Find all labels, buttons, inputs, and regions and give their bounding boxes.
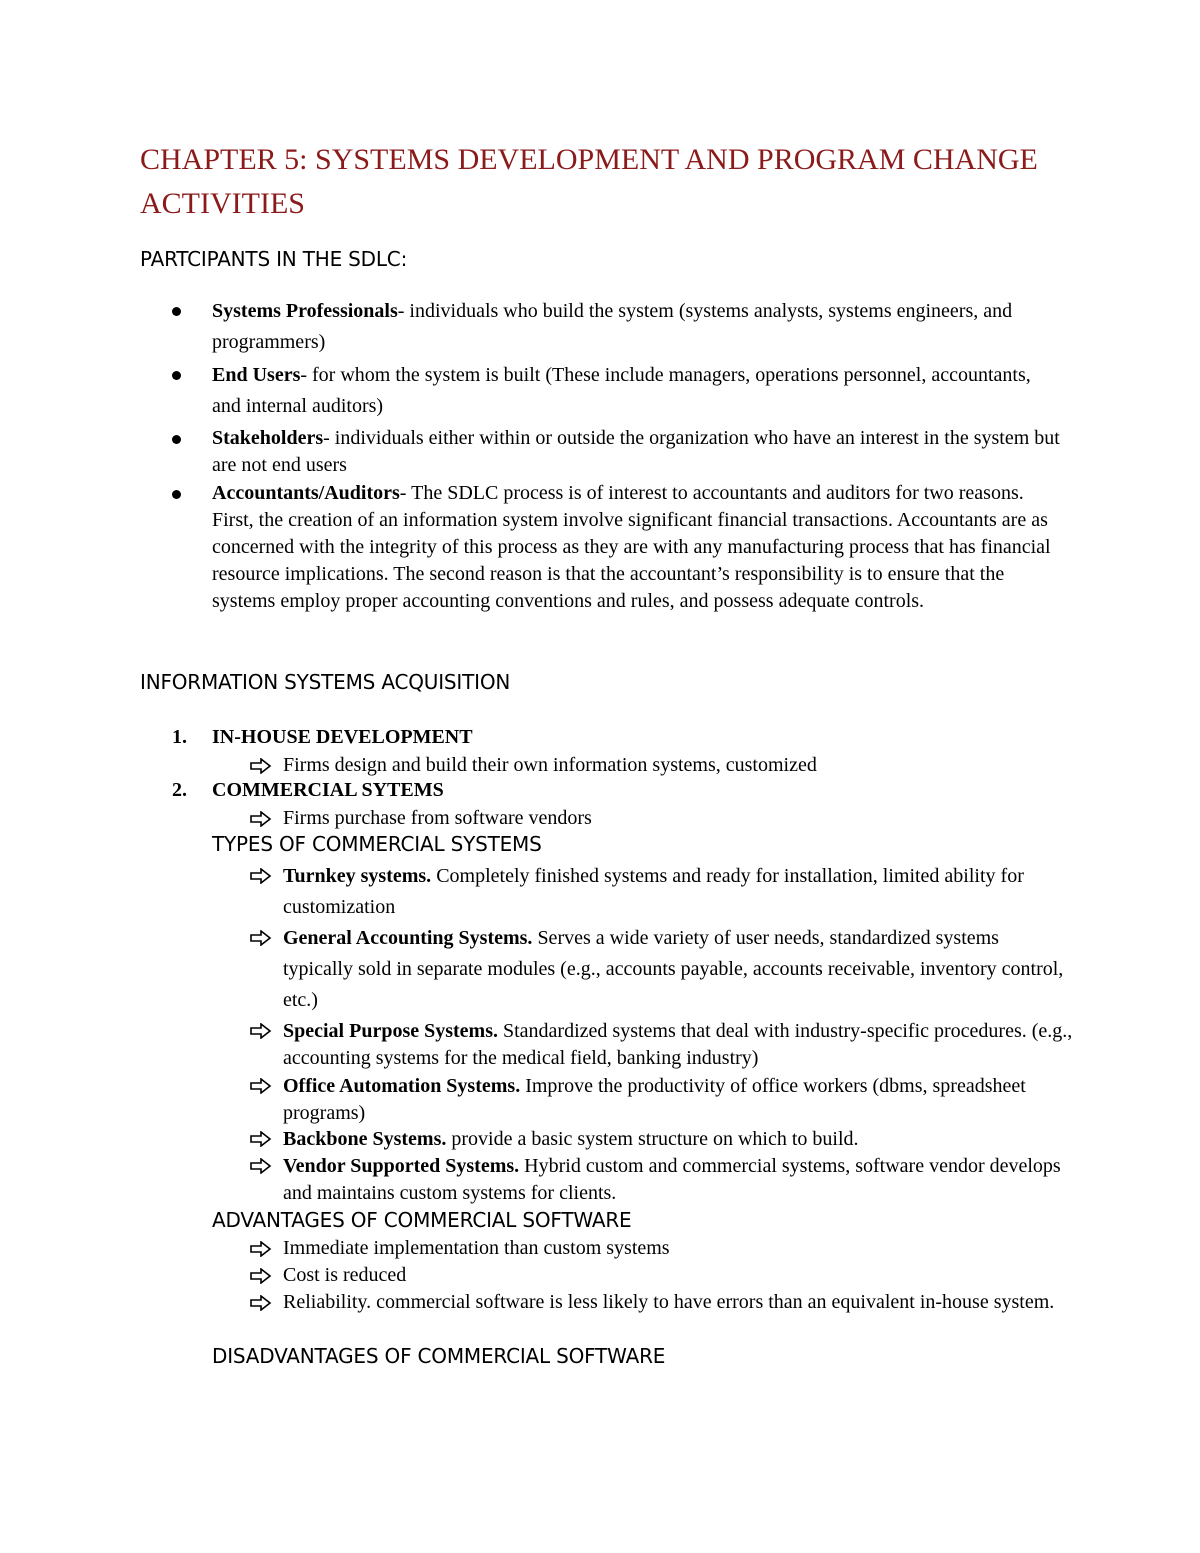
bullet-dot bbox=[172, 435, 181, 444]
arrow-icon bbox=[250, 1158, 272, 1174]
type-item bbox=[283, 923, 1073, 1016]
type-desc: Completely finished systems and ready for installation, limited ability for customization bbox=[283, 865, 1024, 918]
inhouse-label: IN-HOUSE DEVELOPMENT bbox=[212, 726, 473, 748]
type-item bbox=[283, 1018, 1073, 1072]
type-desc: Improve the productivity of office workers (dbms, spreadsheet programs) bbox=[283, 1075, 1026, 1124]
chapter-title: CHAPTER 5: SYSTEMS DEVELOPMENT AND PROGRAM CHANGE ACTIVITIES bbox=[140, 143, 1038, 220]
commercial-label: COMMERCIAL SYTEMS bbox=[212, 779, 444, 801]
participant-term: Accountants/Auditors bbox=[212, 482, 400, 504]
advantage-item: Immediate implementation than custom systems bbox=[283, 1237, 670, 1259]
commercial-point: Firms purchase from software vendors bbox=[283, 807, 592, 829]
arrow-icon bbox=[250, 1241, 272, 1257]
participant-desc: - individuals either within or outside the organization who have an interest in the system but are not end users bbox=[212, 427, 1060, 476]
advantages-heading: ADVANTAGES OF COMMERCIAL SOFTWARE bbox=[212, 1208, 632, 1232]
disadvantages-heading: DISADVANTAGES OF COMMERCIAL SOFTWARE bbox=[212, 1344, 666, 1368]
bullet-dot bbox=[172, 490, 181, 499]
participant-item bbox=[212, 480, 1062, 615]
advantage-item: Cost is reduced bbox=[283, 1264, 407, 1286]
type-term: Backbone Systems. bbox=[283, 1128, 447, 1150]
list-number: 1. bbox=[172, 726, 187, 748]
participants-heading: PARTCIPANTS IN THE SDLC: bbox=[140, 247, 408, 271]
bullet-dot bbox=[172, 371, 181, 380]
type-term: Turnkey systems. bbox=[283, 865, 432, 887]
type-term: Special Purpose Systems. bbox=[283, 1020, 498, 1042]
type-desc: Hybrid custom and commercial systems, software vendor develops and maintains custom systems for clients. bbox=[283, 1155, 1061, 1204]
type-item bbox=[283, 1153, 1073, 1207]
arrow-icon bbox=[250, 811, 272, 827]
inhouse-point: Firms design and build their own information systems, customized bbox=[283, 754, 817, 776]
participant-desc: - individuals who build the system (systems analysts, systems engineers, and programmers) bbox=[212, 300, 1013, 353]
type-item bbox=[283, 861, 1073, 923]
list-number: 2. bbox=[172, 779, 187, 801]
type-term: Vendor Supported Systems. bbox=[283, 1155, 520, 1177]
participant-item bbox=[212, 296, 1062, 358]
acquisition-heading: INFORMATION SYSTEMS ACQUISITION bbox=[140, 670, 511, 694]
type-desc: provide a basic system structure on which to build. bbox=[446, 1128, 859, 1150]
arrow-icon bbox=[250, 868, 272, 884]
arrow-icon bbox=[250, 1078, 272, 1094]
type-desc: Serves a wide variety of user needs, standardized systems typically sold in separate modules (e.g., accounts payable, accounts receivable, inventory control, etc.) bbox=[283, 927, 1064, 1011]
type-item bbox=[283, 1073, 1073, 1127]
participant-term: End Users bbox=[212, 364, 301, 386]
bullet-dot bbox=[172, 307, 181, 316]
arrow-icon bbox=[250, 1295, 272, 1311]
arrow-icon bbox=[250, 1023, 272, 1039]
arrow-icon bbox=[250, 930, 272, 946]
type-term: General Accounting Systems. bbox=[283, 927, 533, 949]
type-item bbox=[283, 1126, 1073, 1153]
types-heading: TYPES OF COMMERCIAL SYSTEMS bbox=[212, 832, 542, 856]
arrow-icon bbox=[250, 1131, 272, 1147]
participant-desc: - The SDLC process is of interest to accountants and auditors for two reasons. First, the creation of an information system involve significant financial transactions. Accountants are as concerned with the integrity of this process as they are with any manufacturing process that has financial resource implications. The second reason is that the accountant’s responsibility is to ensure that the systems employ proper accounting conventions and rules, and possess adequate controls. bbox=[212, 482, 1051, 612]
advantage-item: Reliability. commercial software is less likely to have errors than an equivalent in-house system. bbox=[283, 1291, 1055, 1313]
type-desc: Standardized systems that deal with industry-specific procedures. (e.g., accounting systems for the medical field, banking industry) bbox=[283, 1020, 1073, 1069]
participant-term: Systems Professionals bbox=[212, 300, 398, 322]
participant-item bbox=[212, 425, 1062, 479]
arrow-icon bbox=[250, 758, 272, 774]
participant-item bbox=[212, 360, 1062, 422]
arrow-icon bbox=[250, 1268, 272, 1284]
type-term: Office Automation Systems. bbox=[283, 1075, 521, 1097]
participant-term: Stakeholders bbox=[212, 427, 324, 449]
participant-desc: - for whom the system is built (These include managers, operations personnel, accountants, and internal auditors) bbox=[212, 364, 1031, 417]
